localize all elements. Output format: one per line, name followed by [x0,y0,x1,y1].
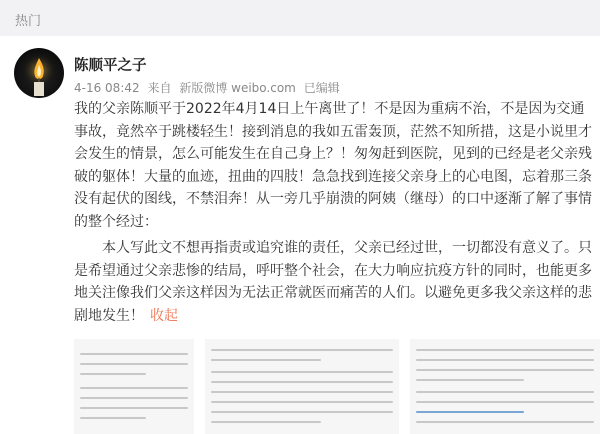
avatar[interactable] [14,48,64,98]
post-image-2[interactable] [205,339,399,434]
post-time[interactable]: 4-16 08:42 [74,81,140,95]
top-bar [0,0,600,36]
weibo-post-card [0,36,600,434]
post-image-3[interactable] [410,339,600,434]
tab-hot[interactable]: 热门 [15,14,42,29]
post-meta [74,79,344,96]
post-source[interactable]: 新版微博 weibo.com [179,81,296,95]
post-paragraph-2 [74,237,594,327]
post-image-1[interactable] [74,339,194,434]
post-content [74,98,594,327]
edited-label[interactable]: 已编辑 [303,81,340,95]
post-paragraph-1: 我的父亲陈顺平于2022年4月14日上午离世了！不是因为重病不治，不是因为交通事故，竟然卒于跳楼轻生！接到消息的我如五雷轰顶，茫然不知所措，这是小说里才会发生的情景，怎么可能发生在自己身上？！匆匆赶到医院，见到的已经是老父亲残破的躯体！大量的血迹，扭曲的四肢！急急找到连接父亲身上的心电图，忘着那三条没有起伏的图线，不禁泪奔！从一旁几乎崩溃的阿姨（继母）的口中逐渐了解了事情的整个经过： [74,101,592,230]
post-paragraph-2-text: 本人写此文不想再指责或追究谁的责任，父亲已经过世，一切都没有意义了。只是希望通过父亲悲惨的结局，呼吁整个社会，在大力响应抗疫方针的同时，也能更多地关注像我们父亲这样因为无法正常就医而痛苦的人们。以避免更多我父亲这样的悲剧地发生！ [74,240,592,324]
collapse-link[interactable]: 收起 [150,307,178,324]
user-name[interactable]: 陈顺平之子 [74,58,147,74]
post-from-label: 来自 [147,81,172,95]
candle-flame-icon [14,48,64,98]
post-image-thumbnails [74,339,600,434]
